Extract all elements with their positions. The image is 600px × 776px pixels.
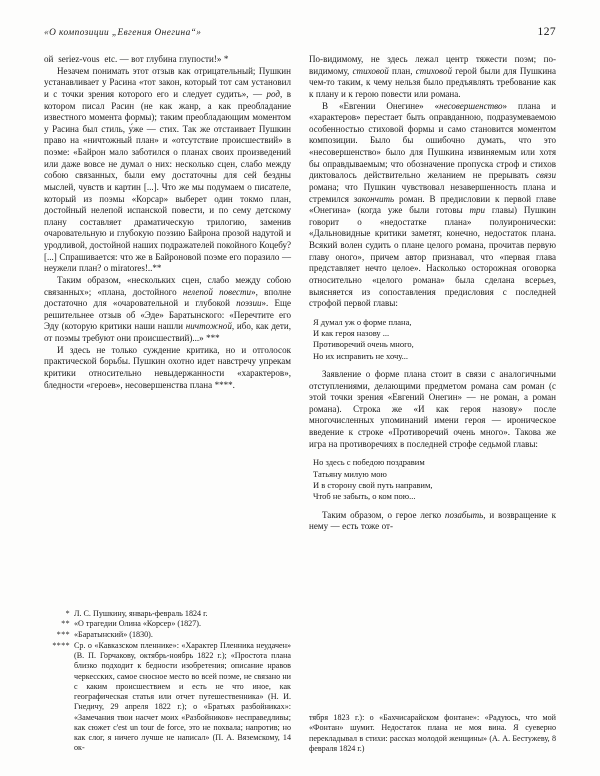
body-columns — [44, 54, 556, 754]
paragraph: В «Евгении Онегине» «несовершенство» плана и «характеров» перестает быть оправданною, подразумеваемою особенностью стиховой формы и само становится моментом композиции. Было бы ошибочно думать, что это «несовершенство» было для Пушкина извиняемым или хотя бы оправдываемым; что обозначение пропуска строф и стихов диктовалось действительно желанием не прерывать связи романа; что Пушкин чувствовал незавершенность плана и стремился закончить роман. В предисловии к первой главе «Онегина» (когда уже были готовы три главы) Пушкин говорит о «недостатке плана» полуиронически: «Дальновидные критики заметят, конечно, недостаток плана. Всякий волен судить о плане целого романа, прочитав первую главу оного», причем автор признавал, что «первая глава представляет нечто целое». Насколько осторожная оговорка относительно «целого романа» была сделана всерьез, выясняется из сопоставления предисловия с последней строфой первой главы: — [309, 100, 556, 309]
footnote-marker: ** — [61, 619, 70, 629]
footnote-item — [44, 630, 291, 640]
paragraph: И здесь не только суждение критика, но и отголосок практической борьбы. Пушкин охотно идет навстречу упрекам критики относительно невыдержанности «характеров», бледности «героев», несовершенства плана ****. — [44, 344, 291, 390]
footnote-item — [44, 609, 291, 619]
paragraph: Незачем понимать этот отзыв как отрицательный; Пушкин устанавливает у Расина «тот закон, который тот сам установил и с точки зрения которого его и следует судить», — род, в котором писал Расин (не как жанр, а как преобладание известного момента формы); таким преобладающим моментом у Расина был стиль, у́же — стих. Так же отстаивает Пушкин право на «ничтожный план» и «отсутствие происшествий» в поэме: «Байрон мало заботился о планах своих произведений или даже вовсе не думал о них: несколько сцен, слабо между собою связанных, были ему достаточны для сей бездны мыслей, чувств и картин [...]. Что же мы подумаем о писателе, который из поэмы «Корсар» выберет один токмо план, достойный нелепой испанской повести, и по сему детскому плану составляет драматическую трилогию, заменив очаровательную и глубокую поэзию Байрона прозой надутой и уродливой, достойной наших подражателей покойного Коцебу? [...] Спрашивается: что же в Байроновой поэме его поразило — неужели план? o miratores!..** — [44, 65, 291, 274]
verse-quotation-seventh-chapter — [309, 457, 556, 502]
footnote-text: Ср. о «Кавказском пленнике»: «Характер Пленника неудачен» (В. П. Горчакову, октябрь-ноябрь 1822 г.); «Простота плана близко подходит к бедности изобретения; описание нравов черкесских, самое сносное место во всей поэме, не связано ни с каким происшествием и есть не что иное, как географическая статья или отчет путешественника» (Н. И. Гнедичу, 29 апреля 1822 г.); о «Братьях разбойниках»: «Замечания твои насчет моих «Разбойников» несправедливы; как сюжет c'est un tour de force, это не похвала; напротив; но как слог, я ничего лучше не написал» (П. А. Вяземскому, 14 ок- — [74, 640, 291, 753]
footnote-text: Л. С. Пушкину, январь-февраль 1824 г. — [74, 608, 208, 618]
footnote-marker: *** — [56, 630, 70, 639]
verse-line: Чтоб не забыть, о ком пою... — [313, 491, 416, 502]
paragraph: Таким образом, о герое легко позабыть, и возвращение к нему — есть тоже от- — [309, 509, 556, 532]
footnote-text: «О трагедии Олина «Корсер» (1827). — [74, 619, 201, 629]
verse-line: Я думал уж о форме плана, — [313, 316, 412, 327]
verse-line: Татьяну милую мою — [313, 468, 387, 479]
verse-quotation-first-chapter — [309, 317, 556, 362]
left-column — [44, 54, 291, 754]
verse-line: Но их исправить не хочу... — [313, 350, 409, 361]
verse-line: Противоречий очень много, — [313, 339, 414, 350]
running-head-title: «О композиции „Евгения Онегина“» — [44, 28, 202, 38]
footnote-item — [44, 641, 291, 754]
paragraph: Таким образом, «нескольких сцен, слабо между собою связанных»; «плана, достойного нелепой повести», вполне достаточно для «очаровательной и глубокой поэзии». Еще решительнее отзыв об «Эде» Баратынского: «Перечтите его Эду (которую критики наши нашли ничтожной, ибо, как дети, от поэмы требуют они происшествий)...» *** — [44, 274, 291, 343]
paragraph: ой seriez-vous etc. — вот глубина глупости!» * — [44, 54, 229, 64]
footnote-continuation: тября 1823 г.): о «Бахчисарайском фонтане»: «Радуюсь, что мой «Фонтан» шумит. Недостаток плана не моя вина. Я суеверно перекладывал в стихи: рассказ молодой женщины» (А. А. Бестужеву, 8 февраля 1824 г.) — [309, 713, 556, 753]
footnote-block — [44, 609, 291, 755]
footnote-text: «Баратынский» (1830). — [74, 630, 153, 639]
page-number: 127 — [537, 26, 556, 38]
paragraph: По-видимому, не здесь лежал центр тяжести поэм; по-видимому, стиховой план, стиховой герой были для Пушкина чем-то таким, к чему нельзя было предъявлять требование как к плану и к герою повести или романа. — [309, 54, 557, 99]
footnote-item — [44, 619, 291, 629]
verse-line: Но здесь с победою поздравим — [313, 457, 425, 468]
right-column — [309, 54, 556, 754]
verse-line: И в сторону свой путь направим, — [313, 479, 433, 490]
paragraph: Заявление о форме плана стоит в связи с аналогичными отступлениями, делающими предметом романа сам роман (с этой точки зрения «Евгений Онегин» — не роман, а роман романа). Строка же «И как героя назову» после многочисленных упоминаний имени героя — ироническое введение к строке «Противоречий очень много». Такова же игра на противоречиях в последней строфе седьмой главы: — [309, 368, 556, 449]
footnote-marker: * — [65, 608, 70, 618]
verse-line: И как героя назову ... — [313, 328, 390, 339]
footnote-marker: **** — [52, 640, 70, 650]
running-head — [44, 26, 556, 38]
